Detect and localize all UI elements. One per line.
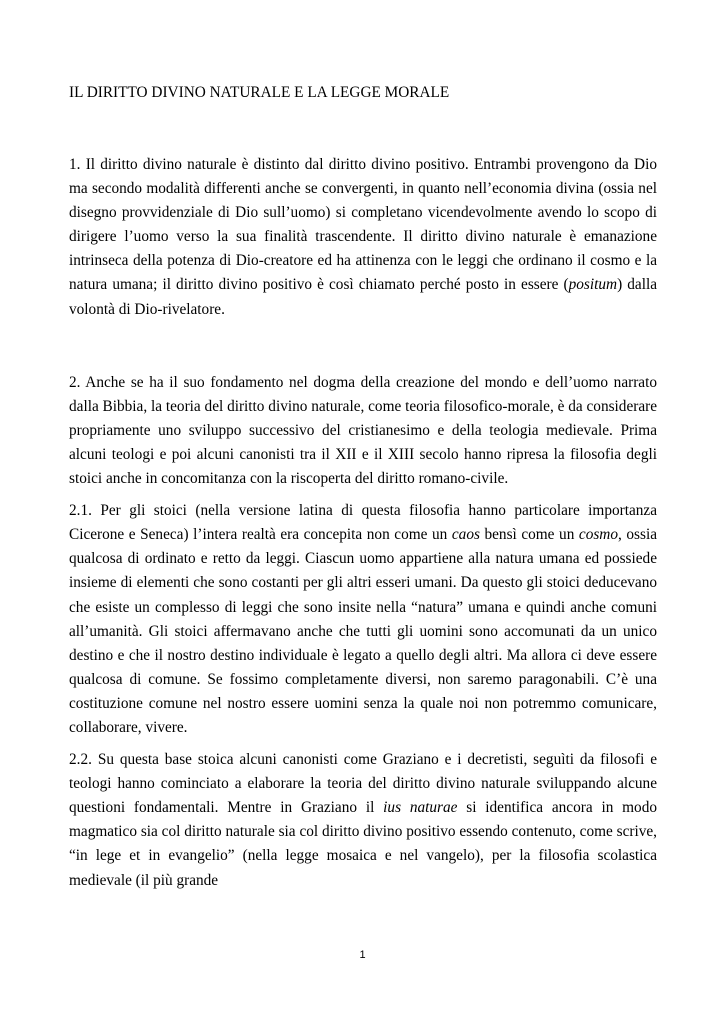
paragraph-2-2 bbox=[69, 748, 657, 893]
paragraph-2-1-italic-caos: caos bbox=[451, 526, 480, 544]
paragraph-2-text: 2. Anche se ha il suo fondamento nel dogma della creazione del mondo e dell’uomo narrato dalla Bibbia, la teoria del diritto divino naturale, come teoria filosofico-morale, è da considerare propriamente uno sviluppo successivo del cristianesimo e della teologia medievale. Prima alcuni teologi e poi alcuni canonisti tra il XII e il XIII secolo hanno ripresa la filosofia degli stoici anche in concomitanza con la riscoperta del diritto romano-civile. bbox=[69, 373, 657, 488]
paragraph-2-1-italic-cosmo: cosmo bbox=[578, 526, 618, 544]
paragraph-2 bbox=[69, 371, 657, 491]
document-page bbox=[69, 82, 657, 893]
paragraph-1-text-end: ) dalla volontà di Dio-rivelatore. bbox=[69, 276, 657, 318]
document-title: IL DIRITTO DIVINO NATURALE E LA LEGGE MORALE bbox=[69, 84, 450, 101]
paragraph-2-1 bbox=[69, 499, 657, 740]
paragraph-1-text: 1. Il diritto divino naturale è distinto dal diritto divino positivo. Entrambi provengono da Dio ma secondo modalità differenti anche se convergenti, in quanto nell’economia divina (ossia nel disegno provvidenziale di Dio sull’uomo) si completano vicendevolmente avendo lo scopo di dirigere l’uomo verso la sua finalità trascendente. Il diritto divino naturale è emanazione intrinseca della potenza di Dio-creatore ed ha attinenza con le leggi che ordinano il cosmo e la natura umana; il diritto divino positivo è così chiamato perché posto in essere ( bbox=[69, 156, 657, 294]
paragraph-2-2-text-end: si identifica ancora in modo magmatico sia col diritto naturale sia col diritto divino positivo essendo contenuto, come scrive, “in lege et in evangelio” (nella legge mosaica e nel vangelo), per la filosofia scolastica medievale (il più grande bbox=[69, 799, 658, 889]
page-number: 1 bbox=[359, 949, 366, 961]
paragraph-1-italic-positum: positum bbox=[568, 276, 618, 294]
paragraph-2-2-italic-ius-naturae: ius naturae bbox=[383, 799, 458, 817]
paragraph-2-2-text: 2.2. Su questa base stoica alcuni canonisti come Graziano e i decretisti, seguìti da filosofi e teologi hanno cominciato a elaborare la teoria del diritto divino naturale sviluppando alcune questioni fondamentali. Mentre in Graziano il bbox=[69, 751, 657, 817]
paragraph-2-1-text-mid: bensì come un bbox=[479, 526, 579, 544]
paragraph-1 bbox=[69, 153, 657, 322]
paragraph-2-1-text-end: , ossia qualcosa di ordinato e retto da leggi. Ciascun uomo appartiene alla natura umana ed possiede insieme di elementi che sono costanti per gli altri esseri umani. Da questo gli stoici deducevano che esiste un complesso di leggi che sono insite nella “natura” umana e quindi anche comuni all’umanità. Gli stoici affermavano anche che tutti gli uomini sono accomunati da un unico destino e che il nostro destino individuale è legato a quello degli altri. Ma allora ci deve essere qualcosa di comune. Se fossimo completamente diversi, non saremo paragonabili. C’è una costituzione comune nel nostro essere uomini senza la quale noi non potremmo comunicare, collaborare, vivere. bbox=[69, 526, 657, 736]
paragraph-2-1-text: 2.1. Per gli stoici (nella versione latina di questa filosofia hanno particolare importanza Cicerone e Seneca) l’intera realtà era concepita non come un bbox=[69, 502, 657, 544]
